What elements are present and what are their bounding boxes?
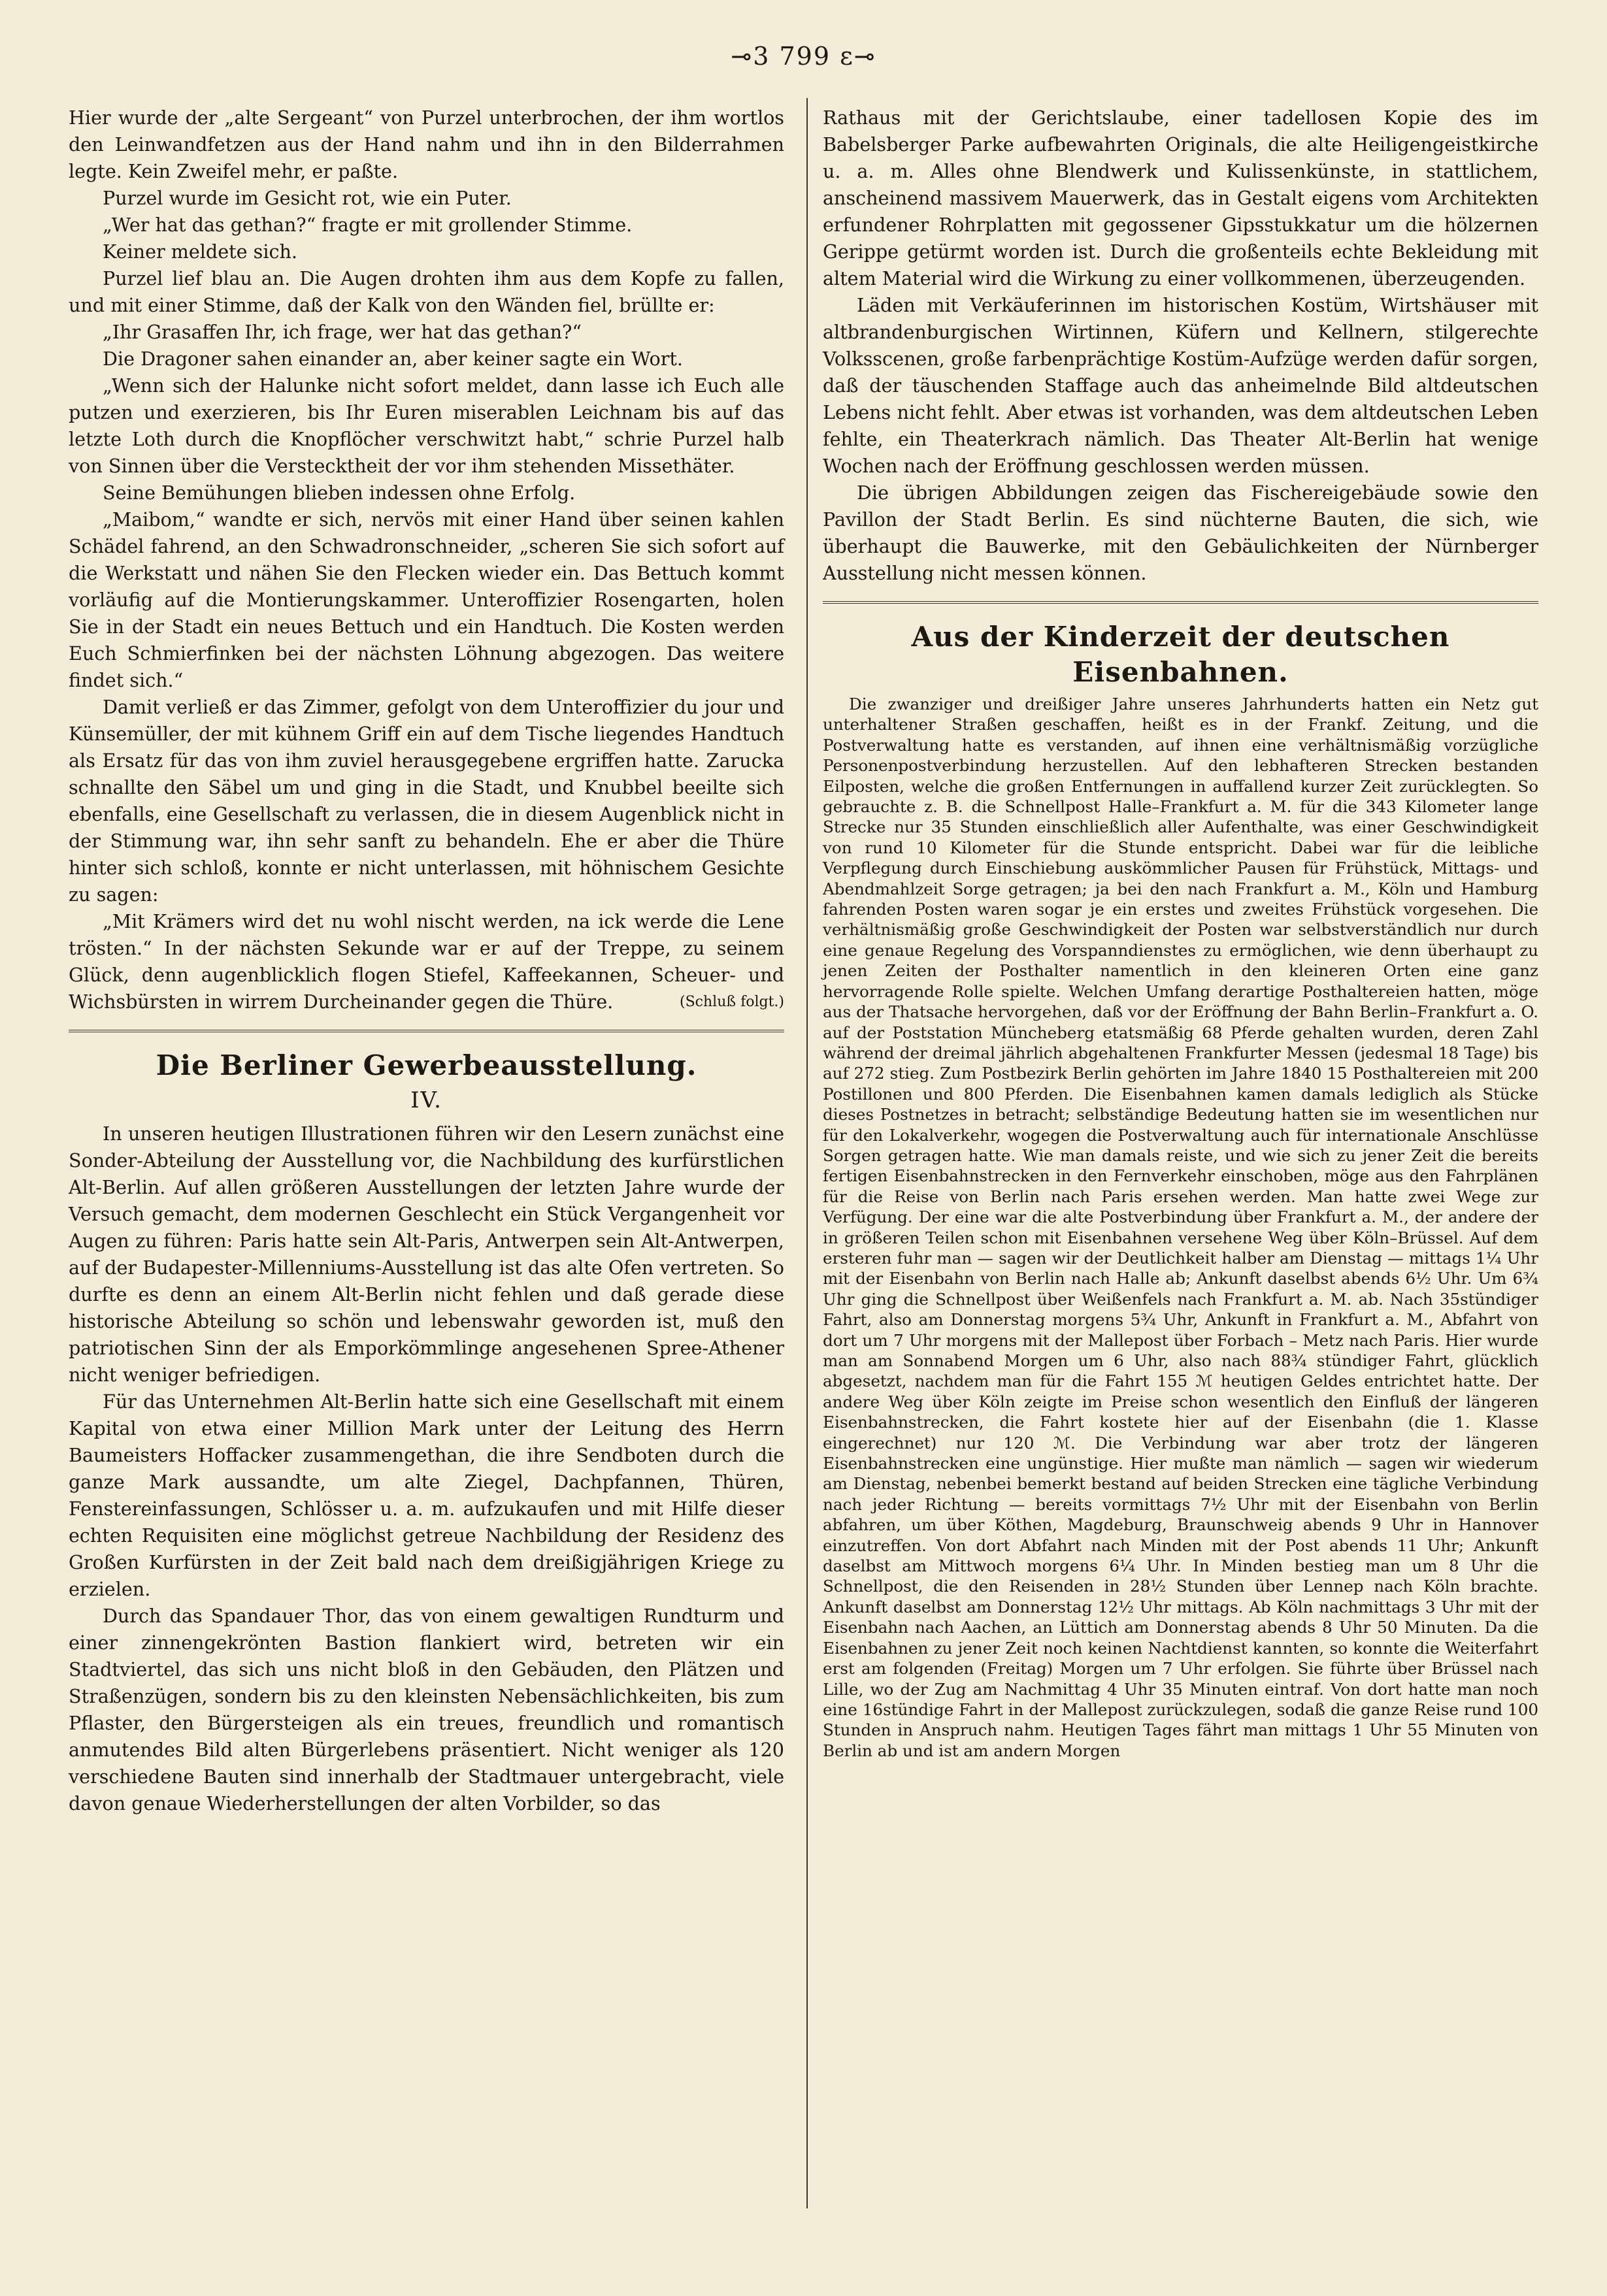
article-part-number: IV. <box>410 1087 442 1113</box>
page-number: 799 <box>779 42 831 71</box>
article-paragraph: Die zwanziger und dreißiger Jahre unseres Jahrhunderts hatten ein Netz gut unterhaltener Straßen geschaffen, heißt es in der Frankf. Zeitung, und die Postverwaltung hatte es verstanden, auf ihnen eine verhältnismäßig vorzügliche Personenpostverbindung herzustellen. Auf den lebhafteren Strecken bestanden Eilposten, welche die großen Entfernungen in auffallend kurzer Zeit zurücklegten. So gebrauchte z. B. die Schnellpost Halle–Frankfurt a. M. für die 343 Kilometer lange Strecke nur 35 Stunden einschließlich aller Aufenthalte, was einer Geschwindigkeit von rund 10 Kilometer für die Stunde entspricht. Dabei war für die leibliche Verpflegung durch Einschiebung auskömmlicher Pausen für Frühstück, Mittags- und Abendmahlzeit Sorge getragen; ja bei den nach Frankfurt a. M., Köln und Hamburg fahrenden Posten waren sogar je ein erstes und zweites Frühstück vorgesehen. Die verhältnismäßig große Geschwindigkeit der Posten war selbstverständlich nur durch eine genaue Regelung des Vorspanndienstes zu ermöglichen, wie denn überhaupt zu jenen Zeiten der Posthalter namentlich in den kleineren Orten eine ganz hervorragende Rolle spielte. Welchen Umfang derartige Posthaltereien hatten, möge aus der Thatsache hervorgehen, daß vor der Eröffnung der Bahn Berlin–Frankfurt a. O. auf der Poststation Müncheberg etatsmäßig 68 Pferde gehalten wurden, deren Zahl während der dreimal jährlich abgehaltenen Frankfurter Messen (jedesmal 18 Tage) bis auf 272 stieg. Zum Postbezirk Berlin gehörten im Jahre 1840 15 Posthaltereien mit 200 Postillonen und 800 Pferden. Die Eisenbahnen kamen damals lediglich als Stücke dieses Postnetzes in betracht; selbständige Bedeutung hatten sie im wesentlichen nur für den Lokalverkehr, wogegen die Postverwaltung auch für internationale Anschlüsse Sorgen getragen hatte. Wie man damals reiste, und wie sich zu jener Zeit die bereits fertigen Eisenbahnstrecken in den Fernverkehr einschoben, möge aus den Fahrplänen für die Reise von Berlin nach Paris ersehen werden. Man hatte zwei Wege zur Verfügung. Der eine war die alte Postverbindung über Frankfurt a. M., der andere der in größeren Teilen schon mit Eisenbahnen versehene Weg über Köln–Brüssel. Auf dem ersteren fuhr man — sagen wir der Deutlichkeit halber am Dienstag — mittags 1¼ Uhr mit der Eisenbahn von Berlin nach Halle ab; Ankunft daselbst abends 6½ Uhr. Um 6¾ Uhr ging die Schnellpost über Weißenfels nach Frankfurt a. M. ab. Nach 35stündiger Fahrt, also am Donnerstag morgens 5¾ Uhr, Ankunft in Frankfurt a. M., Abfahrt von dort um 7 Uhr morgens mit der Mallepost über Forbach – Metz nach Paris. Hier wurde man am Sonnabend Morgen um 6 Uhr, also nach 88¾ stündiger Fahrt, glücklich abgesetzt, nachdem man für die Fahrt 155 ℳ heutigen Geldes entrichtet hatte. Der andere Weg über Köln zeigte im Preise schon wesentlich den Einfluß der längeren Eisenbahnstrecken, die Fahrt kostete hier auf der Eisenbahn (die 1. Klasse eingerechnet) nur 120 ℳ. Die Verbindung war aber trotz der längeren Eisenbahnstrecken eine ungünstige. Hier mußte man nämlich — sagen wir wiederum am Dienstag, nebenbei bemerkt bestand auf beiden Strecken eine tägliche Verbindung nach jeder Richtung — bereits vormittags 7½ Uhr mit der Eisenbahn von Berlin abfahren, um über Köthen, Magdeburg, Braunschweig abends 9 Uhr in Hannover einzutreffen. Von dort Abfahrt nach Minden mit der Post abends 11 Uhr; Ankunft daselbst am Mittwoch morgens 6¼ Uhr. In Minden bestieg man um 8 Uhr die Schnellpost, die den Reisenden in 28½ Stunden über Lennep nach Köln brachte. Ankunft daselbst am Donnerstag 12½ Uhr mittags. Ab Köln nachmittags 3 Uhr mit der Eisenbahn nach Aachen, an Lüttich am Donnerstag abends 8 Uhr 50 Minuten. Da die Eisenbahnen zu jener Zeit noch keinen Nachtdienst kannten, so konnte die Weiterfahrt erst am folgenden (Freitag) Morgen um 7 Uhr erfolgen. Sie führte über Brüssel nach Lille, wo der Zug am Nachmittag 4 Uhr 35 Minuten eintraf. Von dort hatte man noch eine 16stündige Fahrt in der Mallepost zurückzulegen, sodaß die ganze Reise rund 100 Stunden in Anspruch nahm. Heutigen Tages fährt man mittags 1 Uhr 55 Minuten von Berlin ab und ist am andern Morgen <box>823 695 1538 1760</box>
article-paragraph: Die übrigen Abbildungen zeigen das Fischereigebäude sowie den Pavillon der Stadt Berlin. Es sind nüchterne Bauten, die sich, wie überhaupt die Bauwerke, mit den Gebäulichkeiten der Nürnberger Ausstellung nicht messen können. <box>823 482 1538 584</box>
article-paragraph: Rathaus mit der Gerichtslaube, einer tadellosen Kopie des im Babelsberger Parke aufbewahrten Originals, die alte Heiligengeistkirche u. a. m. Alles ohne Blendwerk und Kulissenkünste, in stattlichem, anscheinend massivem Mauerwerk, das in Gestalt eigens vom Architekten erfundener Rohrplatten mit gegossener Gipsstukkatur um die hölzernen Gerippe getürmt worden ist. Durch die großenteils echte Bekleidung mit altem Material wird die Wirkung zu einer vollkommenen, überzeugenden. <box>823 107 1538 289</box>
story-paragraph: Hier wurde der „alte Sergeant“ von Purzel unterbrochen, der ihm wortlos den Leinwandfetzen aus der Hand nahm und ihn in den Bilderrahmen legte. Kein Zweifel mehr, er paßte. <box>69 107 784 182</box>
section-divider <box>823 601 1538 604</box>
column-divider <box>806 98 808 2208</box>
article-paragraph: Durch das Spandauer Thor, das von einem gewaltigen Rundturm und einer zinnengekrönten Bastion flankiert wird, betreten wir ein Stadtviertel, das sich uns nicht bloß in den Gebäuden, den Plätzen und Straßenzügen, sondern bis zu den kleinsten Nebensächlichkeiten, bis zum Pflaster, den Bürgersteigen als ein treues, freundlich und romantisch anmutendes Bild alten Bürgerlebens präsentiert. Nicht weniger als 120 verschiedene Bauten sind innerhalb der Stadtmauer untergebracht, viele davon genaue Wiederherstellungen der alten Vorbilder, so das <box>69 1605 784 1814</box>
story-last-paragraph <box>69 908 784 1015</box>
story-paragraph: „Maibom,“ wandte er sich, nervös mit einer Hand über seinen kahlen Schädel fahrend, an den Schwadronschneider, „scheren Sie sich sofort auf die Werkstatt und nähen Sie den Flecken wieder ein. Das Bettuch kommt vorläufig auf die Montierungskammer. Unteroffizier Rosengarten, holen Sie in der Stadt ein neues Bettuch und ein Handtuch. Die Kosten werden Euch Schmierfinken bei der nächsten Löhnung abgezogen. Das weitere findet sich.“ <box>69 508 784 691</box>
header-ornament-right: ε⊸ <box>840 42 876 71</box>
continuation-note: (Schluß folgt.) <box>680 994 784 1010</box>
article-title: Die Berliner Gewerbeausstellung. <box>156 1049 697 1081</box>
header-ornament-left: ⊸3 <box>731 42 770 71</box>
story-paragraph: Seine Bemühungen blieben indessen ohne Erfolg. <box>103 482 576 504</box>
article-paragraph: Für das Unternehmen Alt-Berlin hatte sich eine Gesellschaft mit einem Kapital von etwa einer Million Mark unter der Leitung des Herrn Baumeisters Hoffacker zusammengethan, die ihre Sendboten durch die ganze Mark aussandte, um alte Ziegel, Dachpfannen, Thüren, Fenstereinfassungen, Schlösser u. a. m. aufzukaufen und mit Hilfe dieser echten Requisiten eine möglichst getreue Nachbildung der Residenz des Großen Kurfürsten in der Zeit bald nach dem dreißigjährigen Kriege zu erzielen. <box>69 1390 784 1600</box>
article-title: Aus der Kinderzeit der deutschen Eisenbahnen. <box>911 621 1450 688</box>
story-paragraph: „Wer hat das gethan?“ fragte er mit grollender Stimme. <box>103 214 633 236</box>
article-paragraph: Läden mit Verkäuferinnen im historischen Kostüm, Wirtshäuser mit altbrandenburgischen Wirtinnen, Küfern und Kellnern, stilgerechte Volksscenen, große farbenprächtige Kostüm-Aufzüge werden dafür sorgen, daß der täuschenden Staffage auch das anheimelnde Bild altdeutschen Lebens nicht fehlt. Aber etwas ist vorhanden, was dem altdeutschen Leben fehlte, ein Theaterkrach nämlich. Das Theater Alt-Berlin hat wenige Wochen nach der Eröffnung geschlossen werden müssen. <box>823 294 1538 477</box>
story-paragraph: Damit verließ er das Zimmer, gefolgt von dem Unteroffizier du jour und Künsemüller, der mit kühnem Griff ein auf dem Tische liegendes Handtuch als Ersatz für das von ihm zuviel herausgegebene ergriffen hatte. Zarucka schnallte den Säbel um und ging in die Stadt, und Knubbel beeilte sich ebenfalls, eine Gesellschaft zu verlassen, die in diesem Augenblick nicht in der Stimmung war, ihn sehr sanft zu behandeln. Ehe er aber die Thüre hinter sich schloß, konnte er nicht unterlassen, mit höhnischem Gesichte zu sagen: <box>69 696 784 906</box>
story-paragraph: „Ihr Grasaffen Ihr, ich frage, wer hat das gethan?“ <box>103 321 582 343</box>
story-paragraph: „Mit Krämers wird det nu wohl nischt werden, na ick werde die Lene trösten.“ In der nächsten Sekunde war er auf der Treppe, zu seinem Glück, denn augenblicklich flogen Stiefel, Kaffeekannen, Scheuer- und Wichsbürsten in wirrem Durcheinander gegen die Thüre. <box>69 910 784 1013</box>
story-paragraph: Die Dragoner sahen einander an, aber keiner sagte ein Wort. <box>103 348 683 370</box>
story-paragraph: Purzel lief blau an. Die Augen drohten ihm aus dem Kopfe zu fallen, und mit einer Stimme, daß der Kalk von den Wänden fiel, brüllte er: <box>69 267 784 316</box>
story-paragraph: Keiner meldete sich. <box>103 240 298 263</box>
story-paragraph: „Wenn sich der Halunke nicht sofort meldet, dann lasse ich Euch alle putzen und exerzieren, bis Ihr Euren miserablen Leichnam bis auf das letzte Loth durch die Knopflöcher verschwitzt habt,“ schrie Purzel halb von Sinnen über die Verstecktheit der vor ihm stehenden Missethäter. <box>69 374 784 477</box>
left-column <box>69 105 784 1817</box>
section-divider <box>69 1030 784 1032</box>
right-column <box>823 105 1538 1761</box>
page-header <box>0 42 1607 71</box>
article-body-small <box>823 694 1538 1761</box>
story-paragraph: Purzel wurde im Gesicht rot, wie ein Puter. <box>103 187 512 209</box>
article-paragraph: In unseren heutigen Illustrationen führen wir den Lesern zunächst eine Sonder-Abteilung der Ausstellung vor, die Nachbildung des kurfürstlichen Alt-Berlin. Auf allen größeren Ausstellungen der letzten Jahre wurde der Versuch gemacht, dem modernen Geschlecht ein Stück Vergangenheit vor Augen zu führen: Paris hatte sein Alt-Paris, Antwerpen sein Alt-Antwerpen, auf der Budapester-Millenniums-Ausstellung ist das alte Ofen vertreten. So durfte es denn an einem Alt-Berlin nicht fehlen und daß gerade diese historische Abteilung so schön und lebenswahr geworden ist, muß den patriotischen Sinn der als Emporkömmlinge angesehenen Spree-Athener nicht weniger befriedigen. <box>69 1123 784 1386</box>
